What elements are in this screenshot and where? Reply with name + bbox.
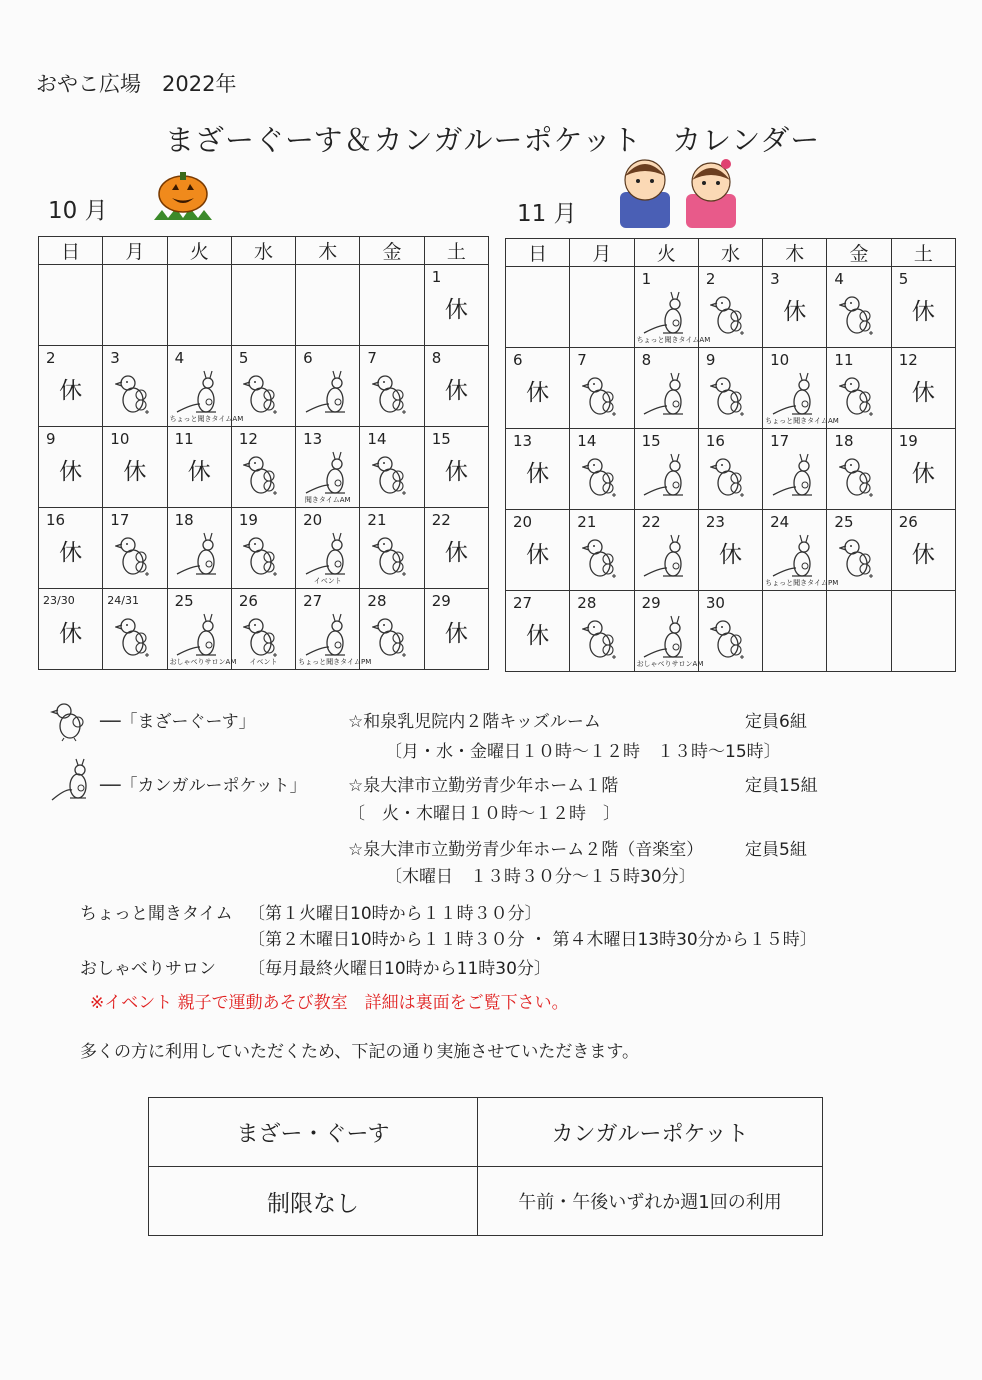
goose-icon: [839, 291, 879, 341]
nov-weekday-header: 水: [698, 239, 762, 267]
day-number: 14: [367, 430, 387, 448]
day-cell: [296, 427, 360, 508]
day-cell: [360, 265, 424, 346]
day-number: 29: [641, 594, 661, 612]
goose-icon: [115, 370, 155, 420]
day-note: ちょっと聞きタイムAM: [169, 415, 244, 423]
day-cell: [506, 267, 570, 348]
nov-weekday-header: 火: [634, 239, 698, 267]
goose-icon: [839, 453, 879, 503]
day-cell: [506, 591, 570, 672]
day-number: 7: [367, 349, 377, 367]
closed-mark: 休: [444, 378, 468, 404]
closed-mark: 休: [444, 297, 468, 323]
day-cell: [360, 508, 424, 589]
day-cell: [634, 429, 698, 510]
day-number: 20: [303, 511, 323, 529]
goose-icon: [839, 534, 879, 584]
pumpkin-icon: [150, 170, 216, 226]
day-cell: [827, 348, 891, 429]
usage-table: [148, 1097, 823, 1236]
day-number: 17: [110, 511, 130, 529]
day-number: 28: [577, 594, 597, 612]
day-cell: [506, 510, 570, 591]
day-note: イベント: [249, 658, 278, 666]
nov-weekday-header: 日: [506, 239, 570, 267]
day-cell: [39, 589, 103, 670]
day-cell: [763, 348, 839, 429]
kangaroo-legend-name: ──「カンガルーポケット」: [100, 776, 307, 796]
day-number: 24: [770, 513, 790, 531]
day-cell: [167, 508, 231, 589]
day-number: 23: [705, 513, 725, 531]
day-number: 19: [898, 432, 918, 450]
closed-mark: 休: [526, 380, 550, 406]
day-number: 27: [513, 594, 533, 612]
day-number: 29: [431, 592, 451, 610]
day-number: 13: [513, 432, 533, 450]
closed-mark: 休: [444, 459, 468, 485]
day-cell: [570, 267, 634, 348]
day-number: 25: [834, 513, 854, 531]
org-year-label: おやこ広場 2022年: [36, 72, 237, 96]
kangaroo-icon: [174, 532, 224, 584]
day-note: ちょっと聞きタイムAM: [765, 417, 839, 425]
usage-notice: 多くの方に利用していただくため、下記の通り実施させていただきます。: [80, 1042, 639, 1062]
salon-label: おしゃべりサロン: [80, 959, 216, 979]
nov-weekday-header: 月: [570, 239, 634, 267]
day-note: おしゃべりサロンAM: [636, 660, 704, 668]
day-cell: [167, 265, 231, 346]
day-cell: [891, 267, 955, 348]
day-number: 15: [431, 430, 451, 448]
day-number: 16: [705, 432, 725, 450]
goose-legend-capacity: 定員6組: [745, 712, 807, 732]
day-cell: [296, 346, 360, 427]
goose-icon: [582, 615, 622, 665]
day-number: 10: [770, 351, 790, 369]
kangaroo-icon: [641, 453, 691, 505]
goose-icon: [372, 532, 412, 582]
chotto-schedule-1: 〔第１火曜日10時から１１時３０分〕: [248, 904, 542, 924]
kids-shichigosan-icon: [612, 152, 744, 230]
closed-mark: 休: [911, 380, 935, 406]
november-label: 11 月: [517, 201, 577, 227]
page-title: まざーぐーす＆カンガルーポケット カレンダー: [165, 123, 821, 157]
day-cell: [634, 267, 711, 348]
day-cell: [763, 429, 827, 510]
day-number: 2: [705, 270, 716, 288]
goose-icon: [582, 534, 622, 584]
day-cell: [39, 265, 103, 346]
day-number: 22: [431, 511, 451, 529]
day-number: 15: [641, 432, 661, 450]
day-number: 14: [577, 432, 597, 450]
day-number: 21: [577, 513, 597, 531]
day-cell: [103, 427, 167, 508]
goose-icon: [372, 613, 412, 663]
day-cell: [103, 589, 167, 670]
day-number: 23/30: [43, 594, 75, 607]
day-cell: [570, 348, 634, 429]
event-notice: ※イベント 親子で運動あそび教室 詳細は裏面をご覧下さい。: [90, 993, 569, 1013]
day-cell: [698, 348, 762, 429]
goose-icon: [115, 613, 155, 663]
oct-weekday-header: 土: [424, 237, 488, 265]
closed-mark: 休: [59, 540, 83, 566]
day-number: 20: [513, 513, 533, 531]
day-cell: [360, 427, 424, 508]
oct-weekday-header: 金: [360, 237, 424, 265]
kangaroo-legend-capacity: 定員15組: [745, 776, 818, 796]
day-number: 3: [110, 349, 120, 367]
day-cell: [296, 265, 360, 346]
day-cell: [231, 427, 295, 508]
day-cell: [698, 591, 762, 672]
goose-icon: [372, 451, 412, 501]
goose-icon: [243, 613, 283, 663]
day-cell: [424, 589, 488, 670]
october-calendar: [38, 236, 489, 670]
day-number: 30: [705, 594, 725, 612]
closed-mark: 休: [911, 542, 935, 568]
goose-icon: [243, 532, 283, 582]
day-number: 11: [834, 351, 854, 369]
day-cell: [231, 508, 295, 589]
goose-icon: [115, 532, 155, 582]
day-number: 18: [834, 432, 854, 450]
goose-legend-schedule: 〔月・水・金曜日１０時～１２時 １３時～15時〕: [385, 742, 781, 762]
day-cell: [39, 508, 103, 589]
goose-legend-place: ☆和泉乳児院内２階キッズルーム: [348, 712, 601, 732]
nov-weekday-header: 土: [891, 239, 955, 267]
closed-mark: 休: [526, 542, 550, 568]
day-cell: [827, 429, 891, 510]
goose-icon: [710, 291, 750, 341]
day-number: 5: [898, 270, 909, 288]
november-calendar: [505, 238, 956, 672]
kangaroo-icon: [770, 453, 820, 505]
day-cell: [763, 267, 827, 348]
kangaroo-icon: [303, 370, 353, 422]
day-number: 11: [174, 430, 194, 448]
nov-weekday-header: 木: [763, 239, 827, 267]
day-number: 5: [238, 349, 249, 367]
day-cell: [360, 346, 424, 427]
october-label: 10 月: [48, 198, 108, 224]
day-cell: [424, 508, 488, 589]
day-cell: [167, 589, 237, 670]
day-number: 4: [834, 270, 844, 288]
day-cell: [39, 427, 103, 508]
day-note: ちょっと聞きタイムPM: [765, 579, 839, 587]
day-number: 1: [431, 268, 442, 286]
day-cell: [891, 348, 955, 429]
goose-icon: [710, 453, 750, 503]
usage-value-goose: 制限なし: [149, 1167, 478, 1236]
goose-icon: [243, 451, 283, 501]
day-cell: [891, 510, 955, 591]
day-number: 22: [641, 513, 661, 531]
usage-header-kangaroo: カンガルーポケット: [478, 1098, 823, 1167]
day-number: 10: [110, 430, 130, 448]
day-number: 21: [367, 511, 387, 529]
day-cell: [167, 346, 244, 427]
closed-mark: 休: [526, 461, 550, 487]
kangaroo-legend-capacity2: 定員5組: [745, 840, 807, 860]
day-cell: [296, 508, 360, 589]
kangaroo-legend-place: ☆泉大津市立勤労青少年ホーム１階: [348, 776, 619, 796]
kangaroo-icon: [641, 534, 691, 586]
day-number: 26: [238, 592, 258, 610]
day-number: 17: [770, 432, 790, 450]
day-cell: [698, 510, 762, 591]
day-number: 12: [238, 430, 258, 448]
day-number: 19: [238, 511, 258, 529]
day-number: 27: [303, 592, 323, 610]
day-cell: [634, 510, 698, 591]
day-cell: [634, 348, 698, 429]
chotto-schedule-2: 〔第２木曜日10時から１１時３０分 ・ 第４木曜日13時30分から１５時〕: [248, 930, 817, 950]
day-note: イベント: [313, 577, 342, 585]
day-number: 2: [46, 349, 56, 367]
day-cell: [634, 591, 704, 672]
day-cell: [103, 265, 167, 346]
day-cell: [891, 429, 955, 510]
day-cell: [570, 510, 634, 591]
oct-weekday-header: 日: [39, 237, 103, 265]
day-cell: [424, 265, 488, 346]
closed-mark: 休: [444, 621, 468, 647]
goose-icon: [50, 700, 92, 742]
chotto-label: ちょっと聞きタイム: [80, 904, 233, 924]
day-cell: [231, 589, 295, 670]
day-number: 25: [174, 592, 194, 610]
goose-icon: [582, 372, 622, 422]
closed-mark: 休: [59, 378, 83, 404]
day-number: 1: [641, 270, 652, 288]
day-note: ちょっと聞きタイムAM: [636, 336, 711, 344]
day-number: 12: [898, 351, 918, 369]
day-cell: [39, 346, 103, 427]
goose-icon: [372, 370, 412, 420]
kangaroo-legend-schedule: 〔 火・木曜日１０時～１２時 〕: [348, 804, 620, 824]
day-cell: [891, 591, 955, 672]
day-cell: [570, 591, 634, 672]
day-number: 18: [174, 511, 194, 529]
closed-mark: 休: [911, 461, 935, 487]
day-cell: [763, 510, 839, 591]
day-cell: [698, 429, 762, 510]
day-cell: [827, 510, 891, 591]
day-cell: [827, 591, 891, 672]
nov-weekday-header: 金: [827, 239, 891, 267]
day-cell: [763, 591, 827, 672]
kangaroo-legend-place2: ☆泉大津市立勤労青少年ホーム２階（音楽室）: [348, 840, 704, 860]
day-note: おしゃべりサロンAM: [169, 658, 237, 666]
day-number: 13: [303, 430, 323, 448]
day-number: 6: [303, 349, 313, 367]
closed-mark: 休: [783, 299, 807, 325]
closed-mark: 休: [526, 623, 550, 649]
day-cell: [360, 589, 424, 670]
day-cell: [827, 267, 891, 348]
day-cell: [424, 346, 488, 427]
day-cell: [103, 508, 167, 589]
day-number: 8: [431, 349, 442, 367]
goose-icon: [839, 372, 879, 422]
salon-schedule: 〔毎月最終火曜日10時から11時30分〕: [248, 959, 551, 979]
oct-weekday-header: 月: [103, 237, 167, 265]
day-cell: [570, 429, 634, 510]
closed-mark: 休: [187, 459, 211, 485]
day-number: 16: [46, 511, 66, 529]
day-cell: [506, 429, 570, 510]
goose-icon: [710, 615, 750, 665]
kangaroo-icon: [48, 758, 94, 804]
day-number: 28: [367, 592, 387, 610]
day-cell: [231, 265, 295, 346]
kangaroo-icon: [641, 372, 691, 424]
day-number: 24/31: [107, 594, 139, 607]
day-cell: [698, 267, 762, 348]
day-note: ちょっと聞きタイムPM: [298, 658, 372, 666]
closed-mark: 休: [444, 540, 468, 566]
day-number: 26: [898, 513, 918, 531]
day-cell: [506, 348, 570, 429]
closed-mark: 休: [123, 459, 147, 485]
oct-weekday-header: 木: [296, 237, 360, 265]
closed-mark: 休: [59, 459, 83, 485]
day-cell: [296, 589, 372, 670]
day-number: 6: [513, 351, 523, 369]
usage-header-goose: まざー・ぐーす: [149, 1098, 478, 1167]
day-cell: [167, 427, 231, 508]
day-number: 3: [770, 270, 780, 288]
goose-icon: [582, 453, 622, 503]
day-number: 4: [174, 349, 185, 367]
usage-value-kangaroo: 午前・午後いずれか週1回の利用: [478, 1167, 823, 1236]
day-note: 聞きタイムAM: [304, 496, 351, 504]
oct-weekday-header: 水: [231, 237, 295, 265]
day-cell: [424, 427, 488, 508]
goose-icon: [710, 372, 750, 422]
day-number: 9: [46, 430, 56, 448]
goose-icon: [243, 370, 283, 420]
kangaroo-legend-schedule2: 〔木曜日 １３時３０分～１５時30分〕: [385, 867, 696, 887]
day-number: 8: [641, 351, 652, 369]
closed-mark: 休: [718, 542, 742, 568]
closed-mark: 休: [59, 621, 83, 647]
day-cell: [103, 346, 167, 427]
day-number: 9: [705, 351, 716, 369]
closed-mark: 休: [911, 299, 935, 325]
oct-weekday-header: 火: [167, 237, 231, 265]
day-number: 7: [577, 351, 587, 369]
goose-legend-name: ──「まざーぐーす」: [100, 712, 256, 732]
day-cell: [231, 346, 295, 427]
